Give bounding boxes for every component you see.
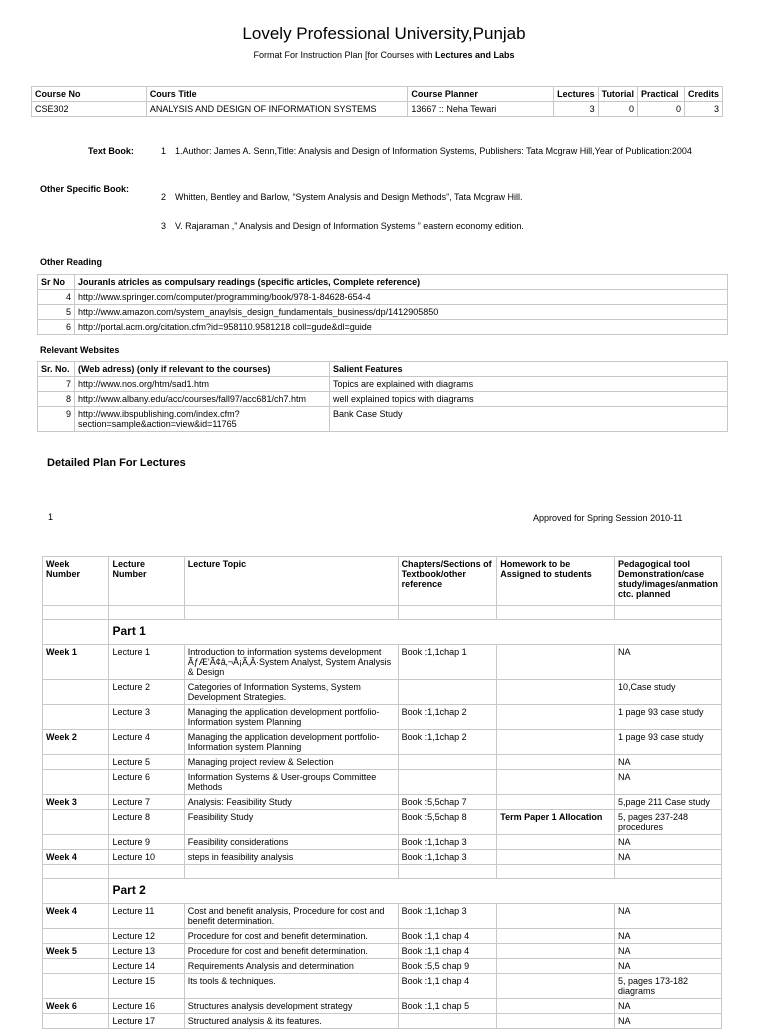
other-reading-label: Other Reading <box>40 257 103 267</box>
website-link[interactable]: http://www.albany.edu/acc/courses/fall97/acc681/ch7.htm <box>75 392 330 407</box>
other-reading-table <box>37 274 728 335</box>
website-link[interactable]: http://www.nos.org/htm/sad1.htm <box>75 377 330 392</box>
part-title: Part 2 <box>109 879 722 904</box>
spacer-row <box>43 865 722 879</box>
table-row: 9 http://www.ibspublishing.com/index.cfm? section=sample&action=view&id=11765 Bank Case Study <box>38 407 728 432</box>
reading-link[interactable]: http://portal.acm.org/citation.cfm?id=958110.9581218 coll=gude&dl=guide <box>75 320 728 335</box>
table-row: 8 http://www.albany.edu/acc/courses/fall97/acc681/ch7.htm well explained topics with diagrams <box>38 392 728 407</box>
website-link[interactable]: http://www.ibspublishing.com/index.cfm? section=sample&action=view&id=11765 <box>75 407 330 432</box>
table-row: Week 3 Lecture 7 Analysis: Feasibility Study Book :5,5chap 7 5,page 211 Case study <box>43 795 722 810</box>
table-row: Week 6 Lecture 16 Structures analysis development strategy Book :1,1 chap 5 NA <box>43 999 722 1014</box>
table-row: Week 4 Lecture 11 Cost and benefit analysis, Procedure for cost and benefit determination. Book :1,1chap 3 NA <box>43 904 722 929</box>
part-title: Part 1 <box>109 620 722 645</box>
table-row: Lecture 9 Feasibility considerations Book :1,1chap 3 NA <box>43 835 722 850</box>
websites-label: Relevant Websites <box>40 345 120 355</box>
page-title: Lovely Professional University,Punjab <box>242 24 526 43</box>
table-row: 5 http://www.amazon.com/system_anaylsis_design_fundamentals_business/dp/1412905850 <box>38 305 728 320</box>
table-row: 4 http://www.springer.com/computer/programming/book/978-1-84628-654-4 <box>38 290 728 305</box>
page-number: 1 <box>48 512 54 522</box>
table-row: Lecture 6 Information Systems & User-groups Committee Methods NA <box>43 770 722 795</box>
text-book-label: Text Book: <box>88 146 134 156</box>
table-row: Week 1 Lecture 1 Introduction to information systems development ÃƒÆ’Ã¢â‚¬Å¡Ã‚Â·System Analyst, System Analysis & Design Book :1,1chap 1 NA <box>43 645 722 680</box>
course-row: CSE302 ANALYSIS AND DESIGN OF INFORMATION SYSTEMS 13667 :: Neha Tewari 3 0 0 3 <box>32 102 723 117</box>
table-row: Lecture 3 Managing the application development portfolio-Information system Planning Book :1,1chap 2 1 page 93 case study <box>43 705 722 730</box>
other-book-text-2: Whitten, Bentley and Barlow, “System Analysis and Design Methods”, Tata Mcgraw Hill. <box>175 192 523 202</box>
text-book-text: 1.Author: James A. Senn,Title: Analysis and Design of Information Systems, Publishers: Tata Mcgraw Hill,Year of Publication:2004 <box>175 146 692 156</box>
table-row: 7 http://www.nos.org/htm/sad1.htm Topics are explained with diagrams <box>38 377 728 392</box>
table-row: Week 5 Lecture 13 Procedure for cost and benefit determination. Book :1,1 chap 4 NA <box>43 944 722 959</box>
table-row: Lecture 14 Requirements Analysis and determination Book :5,5 chap 9 NA <box>43 959 722 974</box>
part-row <box>43 620 722 645</box>
detailed-plan-heading: Detailed Plan For Lectures <box>47 457 186 469</box>
other-book-label: Other Specific Book: <box>40 184 130 194</box>
plan-header-row: Week Number Lecture Number Lecture Topic Chapters/Sections of Textbook/other reference Homework to be Assigned to students Pedagogical tool Demonstration/case study/images/anmation ctc. planned <box>43 557 722 606</box>
websites-table <box>37 361 728 432</box>
table-row: Week 4 Lecture 10 steps in feasibility analysis Book :1,1chap 3 NA <box>43 850 722 865</box>
approved-text: Approved for Spring Session 2010-11 <box>533 513 683 523</box>
table-row: Lecture 8 Feasibility Study Book :5,5chap 8 Term Paper 1 Allocation 5, pages 237-248 procedures <box>43 810 722 835</box>
spacer-row <box>43 606 722 620</box>
other-reading-header: Sr No Jouranls atricles as compulsary readings (specific articles, Complete reference) <box>38 275 728 290</box>
table-row: Lecture 5 Managing project review & Selection NA <box>43 755 722 770</box>
course-header-row: Course No Cours Title Course Planner Lectures Tutorial Practical Credits <box>32 87 723 102</box>
lecture-plan-table <box>42 556 722 1029</box>
table-row: Lecture 12 Procedure for cost and benefit determination. Book :1,1 chap 4 NA <box>43 929 722 944</box>
other-book-num-2: 2 <box>161 192 167 202</box>
other-book-num-3: 3 <box>161 221 167 231</box>
part-row <box>43 879 722 904</box>
other-book-text-3: V. Rajaraman ,” Analysis and Design of Information Systems ” eastern economy edition. <box>175 221 524 231</box>
course-table <box>31 86 723 117</box>
table-row: Week 2 Lecture 4 Managing the application development portfolio-Information system Planning Book :1,1chap 2 1 page 93 case study <box>43 730 722 755</box>
page-subtitle: Format For Instruction Plan [for Courses with Lectures and Labs <box>253 50 515 60</box>
text-book-num: 1 <box>161 146 167 156</box>
websites-header: Sr. No. (Web adress) (only if relevant to the courses) Salient Features <box>38 362 728 377</box>
table-row: Lecture 2 Categories of Information Systems, System Development Strategies. 10,Case study <box>43 680 722 705</box>
reading-link[interactable]: http://www.amazon.com/system_anaylsis_design_fundamentals_business/dp/1412905850 <box>75 305 728 320</box>
table-row: Lecture 15 Its tools & techniques. Book :1,1 chap 4 5, pages 173-182 diagrams <box>43 974 722 999</box>
table-row: 6 http://portal.acm.org/citation.cfm?id=958110.9581218 coll=gude&dl=guide <box>38 320 728 335</box>
table-row: Lecture 17 Structured analysis & its features. NA <box>43 1014 722 1029</box>
reading-link[interactable]: http://www.springer.com/computer/programming/book/978-1-84628-654-4 <box>75 290 728 305</box>
